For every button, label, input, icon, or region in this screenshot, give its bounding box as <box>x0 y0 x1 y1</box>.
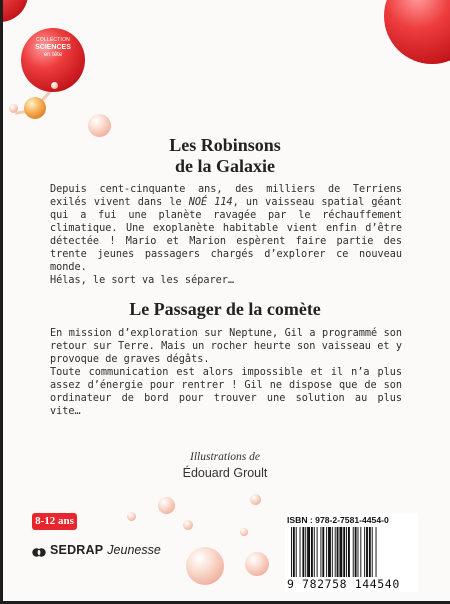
publisher-brand: SEDRAP <box>50 543 104 557</box>
story2-title-line: Le Passager de la comète <box>129 299 321 319</box>
barcode-bar <box>320 527 321 577</box>
illustrator-name: Édouard Groult <box>182 466 268 480</box>
isbn-label: ISBN : 978-2-7581-4454-0 <box>287 515 389 525</box>
barcode-bar <box>372 527 373 577</box>
story1-paragraph1 <box>50 183 402 274</box>
barcode-bars <box>290 527 416 577</box>
story1-text-part: , un vaisseau spatial géant qui a fui une planète ravagée par le réchauffement climatique. Une exoplanète habitable vient enfin d’être détectée ! Mario et Marion espèrent faire partie des trente jeunes passagers chargés d’explorer ce nouveau monde. <box>50 197 403 273</box>
barcode-bar <box>355 527 357 577</box>
cover-edge-left <box>0 0 3 604</box>
story1-title-line2: de la Galaxie <box>175 156 275 176</box>
barcode-bar <box>346 527 347 577</box>
peach-sphere-small <box>9 104 18 113</box>
barcode-bar <box>305 527 306 577</box>
barcode-bar <box>369 527 371 577</box>
barcode-bar <box>335 527 336 577</box>
barcode-bar <box>343 527 345 577</box>
peach-sphere <box>240 528 248 536</box>
story2-paragraph2: Toute communication est alors impossible et il n’a plus assez d’énergie pour rentrer ! Gil ne dispose que de son ordinateur de bord pour trouver une solution au plus vite… <box>50 367 402 417</box>
barcode <box>290 527 416 577</box>
barcode-bar <box>360 527 361 577</box>
barcode-bar <box>291 527 292 577</box>
barcode-bar <box>317 527 318 577</box>
barcode-bar <box>348 527 350 577</box>
orange-sphere <box>24 97 46 119</box>
barcode-bar <box>322 527 324 577</box>
age-range-badge: 8-12 ans <box>32 513 77 530</box>
collection-badge-line3: en tête <box>43 52 63 58</box>
peach-sphere <box>158 497 175 514</box>
red-sphere-top-right <box>384 0 450 64</box>
story1-summary <box>50 183 402 287</box>
barcode-bar <box>296 527 297 577</box>
publisher-logo-icon <box>32 546 46 555</box>
story1-title-line1: Les Robinsons <box>169 135 281 155</box>
barcode-bar <box>326 527 327 577</box>
story2-title <box>0 299 450 320</box>
story2-summary <box>50 327 402 418</box>
publisher-logo <box>32 542 161 558</box>
ship-name: NOÉ 114 <box>188 197 233 208</box>
story1-paragraph2: Hélas, le sort va les séparer… <box>50 275 235 286</box>
collection-badge <box>28 35 78 63</box>
barcode-bar <box>353 527 354 577</box>
barcode-bar <box>311 527 313 577</box>
barcode-bar <box>328 527 331 577</box>
peach-sphere-small <box>51 82 58 89</box>
collection-badge-line2: SCIENCES <box>35 44 71 51</box>
story1-text-part: Depuis cent-cinquante ans, des milliers de Terriens exilés vivent dans le <box>50 184 402 208</box>
peach-sphere-large <box>186 547 224 585</box>
barcode-digits: 9 782758 144540 <box>287 577 400 591</box>
collection-badge-line1: COLLECTION <box>36 37 70 43</box>
barcode-bar <box>337 527 339 577</box>
story2-paragraph1: En mission d’exploration sur Neptune, Gil a programmé son retour sur Terre. Mais un rocher heurte son vaisseau et y provoque de graves dégâts. <box>50 328 402 365</box>
barcode-bar <box>339 527 342 577</box>
peach-sphere <box>127 512 136 521</box>
peach-sphere <box>88 114 111 137</box>
peach-sphere <box>250 494 261 505</box>
barcode-bar <box>376 527 377 577</box>
barcode-bar <box>314 527 315 577</box>
story1-title <box>0 135 450 177</box>
peach-sphere <box>183 520 193 530</box>
barcode-bar <box>302 527 304 577</box>
barcode-bar <box>293 527 295 577</box>
barcode-bar <box>332 527 333 577</box>
barcode-bar <box>364 527 365 577</box>
barcode-bar <box>307 527 310 577</box>
illustrations-label: Illustrations de <box>190 451 260 463</box>
barcode-bar <box>358 527 359 577</box>
publisher-imprint: Jeunesse <box>107 543 161 557</box>
peach-sphere <box>245 552 269 576</box>
barcode-bar <box>366 527 368 577</box>
red-sphere-top-left <box>0 0 28 22</box>
barcode-bar <box>300 527 301 577</box>
